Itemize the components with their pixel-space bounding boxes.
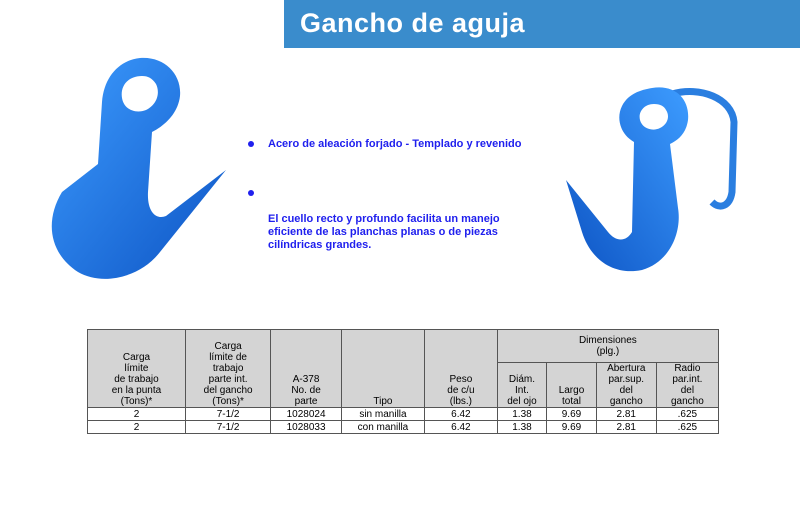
header-radio: Radio par.int. del gancho bbox=[656, 363, 718, 408]
table-row bbox=[88, 408, 719, 421]
cell-peso: 6.42 bbox=[425, 421, 498, 434]
cell-radio: .625 bbox=[656, 408, 718, 421]
cell-largo: 9.69 bbox=[547, 408, 597, 421]
title-bar bbox=[284, 0, 800, 48]
cell-largo: 9.69 bbox=[547, 421, 597, 434]
cell-carga-punta: 2 bbox=[88, 408, 186, 421]
bullet-icon bbox=[248, 190, 254, 196]
header-diam: Diám. Int. del ojo bbox=[497, 363, 547, 408]
hook-image-left bbox=[40, 52, 230, 292]
cell-parte: 1028033 bbox=[271, 421, 342, 434]
cell-abertura: 2.81 bbox=[596, 421, 656, 434]
cell-carga-gancho: 7-1/2 bbox=[185, 421, 270, 434]
header-largo: Largo total bbox=[547, 363, 597, 408]
cell-diam: 1.38 bbox=[497, 408, 547, 421]
feature-item bbox=[244, 138, 564, 151]
header-row bbox=[88, 330, 719, 363]
cell-abertura: 2.81 bbox=[596, 408, 656, 421]
header-dimensiones: Dimensiones (plg.) bbox=[497, 330, 718, 363]
header-carga-gancho: Carga límite de trabajo parte int. del gancho (Tons)* bbox=[185, 330, 270, 408]
cell-peso: 6.42 bbox=[425, 408, 498, 421]
header-parte: A-378 No. de parte bbox=[271, 330, 342, 408]
cell-carga-punta: 2 bbox=[88, 421, 186, 434]
cell-radio: .625 bbox=[656, 421, 718, 434]
feature-item bbox=[244, 187, 564, 252]
table-row bbox=[88, 421, 719, 434]
cell-carga-gancho: 7-1/2 bbox=[185, 408, 270, 421]
hook-image-right bbox=[560, 82, 775, 282]
spec-table bbox=[87, 329, 719, 434]
page-title: Gancho de aguja bbox=[300, 8, 526, 38]
bullet-icon bbox=[248, 141, 254, 147]
feature-list bbox=[244, 138, 564, 288]
feature-text: El cuello recto y profundo facilita un manejo eficiente de las planchas planas o de piezas cilíndricas grandes. bbox=[268, 213, 500, 251]
cell-tipo: sin manilla bbox=[341, 408, 424, 421]
header-carga-punta: Carga límite de trabajo en la punta (Tons)* bbox=[88, 330, 186, 408]
header-abertura: Abertura par.sup. del gancho bbox=[596, 363, 656, 408]
cell-tipo: con manilla bbox=[341, 421, 424, 434]
header-tipo: Tipo bbox=[341, 330, 424, 408]
cell-diam: 1.38 bbox=[497, 421, 547, 434]
header-peso: Peso de c/u (lbs.) bbox=[425, 330, 498, 408]
feature-text: Acero de aleación forjado - Templado y revenido bbox=[268, 138, 522, 150]
cell-parte: 1028024 bbox=[271, 408, 342, 421]
